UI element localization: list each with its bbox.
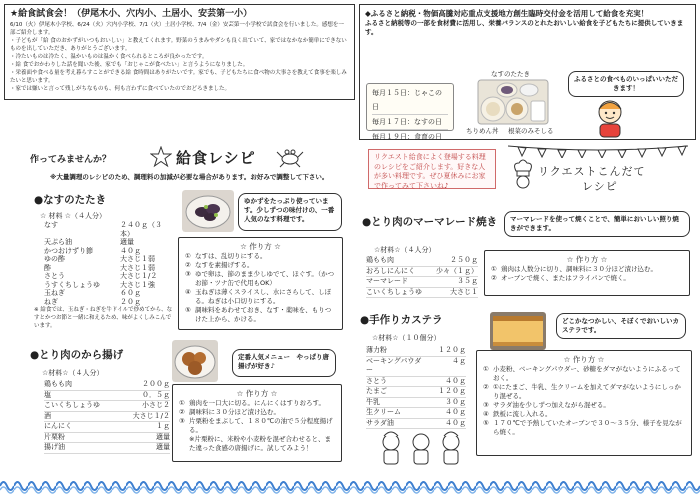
castella-ingredients <box>366 346 466 429</box>
step: ① 鶏肉は人数分に切り、調味料に３０分ほど漬け込む。 <box>491 265 657 273</box>
karaage-steps-label: ☆ 作り方 ☆ <box>236 389 278 398</box>
step: ④ 玉ねぎは薄くスライスし、水にさらして、しぼる。ねぎは小口切りにする。 <box>185 288 332 305</box>
ingredient-row: 片栗粉 適量 <box>44 433 170 444</box>
step: ① 小麦粉、ベーキングパウダー、砂糖をダマがないようにふるっておく。 <box>483 365 681 382</box>
castella-bubble: どこかなつかしい、そぼくでおいしいカステラです。 <box>556 313 686 339</box>
marmalade-bubble: マーマレードを使って焼くことで、簡単においしい照り焼きができます。 <box>504 211 690 237</box>
grant-days-box <box>366 83 454 141</box>
marmalade-materials-label: ☆材料☆（４人分） <box>374 246 436 254</box>
marmalade-steps-box <box>484 250 690 296</box>
caption-nasu-tataki: なすのたたき <box>491 70 530 78</box>
ingredient-row: さとう ４０ｇ <box>366 377 466 388</box>
ingredient-row: 生クリーム ４０ｇ <box>366 408 466 419</box>
ingredient-row: 牛乳 ３０ｇ <box>366 398 466 409</box>
bunting-decoration <box>508 144 688 158</box>
ingredient-row: 鶏もも肉 ２５０ｇ <box>366 256 478 267</box>
step: ④ 鉄板に流し入れる。 <box>483 410 552 418</box>
castella-title: ●手作りカステラ <box>360 314 443 326</box>
step: ※片栗粉に、米粉や小麦粉を混ぜ合わせると、また違った食感の唐揚げに。試してみよう！ <box>189 435 331 452</box>
meal-tray-photo <box>477 79 549 125</box>
caption-chirimen-don: ちりめん丼 <box>466 127 499 135</box>
cooking-children-illustration <box>376 428 466 468</box>
recipe-title: 給食レシピ <box>176 149 256 167</box>
request-title-2: レシピ <box>582 180 618 193</box>
step: ② 調味料に３０分ほど漬け込む。 <box>179 408 280 416</box>
karaage-photo <box>172 340 218 382</box>
nasu-photo <box>182 190 234 232</box>
karaage-materials-label: ☆材料☆（４人分） <box>42 369 104 377</box>
grant-title: ◆ふるさと納税・物価高騰対応重点支援地方創生臨時交付金を活用して給食を充実！ <box>365 9 649 18</box>
step: ③ ゆで卵は、節のまま少しゆでて、ほぐす。（かつお節・ツナ缶で代用もOK） <box>185 270 335 287</box>
nasu-ingredients <box>44 221 168 306</box>
karaage-steps-box <box>172 384 342 462</box>
day-jako: 毎月１５日：じゃこの日 <box>372 86 448 115</box>
ingredient-row: ゆの酢 大さじ１弱 <box>44 255 155 263</box>
tasting-line: ・子どもが「給 食のおかずがいつもおいしい」と教えてくれます。野菜のうまみやダシも良く出ていて、家ではなかなか簡単にできないものを出していただき、ありがとうございます。 <box>10 38 347 52</box>
marmalade-steps-label: ☆ 作り方 ☆ <box>566 255 608 264</box>
ingredient-row: 鶏もも肉 ２００ｇ <box>44 380 170 391</box>
ingredient-row: ベーキングパウダー ４ｇ <box>366 357 466 377</box>
star-icon <box>150 146 172 168</box>
tasting-line: ・給 食でおかわりした話を聞いた後、家でも「おじゃこが食べたい」と言うようになりました。 <box>10 62 249 68</box>
nasu-note: ※ 給食では、玉ねぎ・ねぎを牛ドイルで炒めてから、なすとかつお節と一緒に和えるため、味がよくしみこんでいます。 <box>34 307 173 329</box>
crab-icon <box>276 146 304 168</box>
nasu-materials-label: ☆ 材料 ☆（４人分） <box>40 212 107 220</box>
step: ② ①にたまご、牛乳、生クリームを加えてダマがないようにしっかり混ぜる。 <box>483 383 681 400</box>
castella-steps-box <box>476 350 692 456</box>
ingredient-row: 玉ねぎ ６０ｇ <box>44 289 141 297</box>
step: ③ 片栗粉をまぶして、１８０℃の油で５分程度揚げる。 <box>179 417 333 434</box>
tasting-line: ・冷たいものは冷たく、温かいものは温かく食べられるところが良かったです。 <box>10 54 208 60</box>
ingredient-row: こいくちしょうゆ 小さじ２ <box>44 401 170 412</box>
tasting-line: ・家では嫌いと言って残しがちなものも、何も言わずに食べていたのでおどろきました。 <box>10 86 231 92</box>
day-nasu: 毎月１７日：なすの日 <box>372 115 448 130</box>
ingredient-row: 酒 大さじ１/２ <box>44 412 170 423</box>
marmalade-ingredients <box>366 256 478 298</box>
ingredient-row: かつおけずり節 ４０ｇ <box>44 246 141 255</box>
ingredient-row: 塩 ０．５ｇ <box>44 391 170 402</box>
nasu-bubble: ゆかずをたっぷり使っています。少しずつの味付けの、一番人気のなす料理です。 <box>238 193 342 231</box>
nasu-steps-box <box>178 237 343 330</box>
day-shokuiku: 毎月１９日：食育の日 <box>372 133 442 141</box>
karaage-bubble: 定番人気メニュー やっぱり唐揚げが好き♪ <box>232 349 336 377</box>
step: ② オーブンで焼く、またはフライパンで焼く。 <box>491 274 630 282</box>
castella-photo <box>490 312 546 350</box>
ingredient-row: サラダ油 ４０ｇ <box>366 419 466 430</box>
step: ① なすは、乱切りにする。 <box>185 252 267 260</box>
child-eating-illustration <box>590 98 630 138</box>
ingredient-row: 揚げ油 適量 <box>44 443 170 454</box>
tasting-report-box <box>4 4 355 100</box>
grant-desc: ふるさと納税等の一部を食材費に活用し、栄養バランスのとれたおいしい給食を子どもたちに提供していきます。 <box>365 19 684 36</box>
marmalade-title: ●とり肉のマーマレード焼き <box>362 216 498 228</box>
chef-hat-icon <box>512 159 534 189</box>
castella-materials-label: ☆材料☆（１０個分） <box>372 334 441 342</box>
karaage-ingredients <box>44 380 170 454</box>
ingredient-row: にんにく １ｇ <box>44 422 170 433</box>
grant-bubble: ふるさとの食べものいっぱいいただきます！ <box>568 71 684 97</box>
step: ⑤ 調味料をあわせておき、なす・薬味を、もりつけた上から、かける。 <box>185 306 332 323</box>
ingredient-row: 薄力粉 １２０ｇ <box>366 346 466 357</box>
step: ⑤ １７０℃で予熱していたオーブンで３０〜３５分、様子を見ながら焼く。 <box>483 419 682 436</box>
step: ① 鶏肉を一口大に切る。にんにくはすりおろす。 <box>179 399 325 407</box>
step: ③ サラダ油を少しずつ加えながら混ぜる。 <box>483 401 610 409</box>
ingredient-row: 酢 大さじ１弱 <box>44 263 155 272</box>
ingredient-row: 天ぷら油 適量 <box>44 238 134 246</box>
nasu-steps-label: ☆ 作り方 ☆ <box>240 242 281 251</box>
tasting-line: ・栄養面や食べる量を考え暮らすことができる給 食時間はありがたいです。家でも、子どもたちに食べ物の大事さを教えて食事を楽しみたいと思います。 <box>10 70 347 84</box>
request-intro: リクエスト給食によく登場する料理のレシピをご紹介します。好きな人が多い料理です。ぜひ夏休みにお家で作ってみて下さいね♪ <box>368 149 496 189</box>
karaage-title: ●とり肉のから揚げ <box>30 349 124 361</box>
bottom-wave-border <box>0 474 700 494</box>
recipe-note: ※大量調理のレシピのため、調理料の加減が必要な場合があります。お好みで調整して下さい。 <box>50 173 329 181</box>
caption-konsai-miso: 根菜のみそしる <box>508 127 554 135</box>
ingredient-row: なす ２４０ｇ（３本） <box>44 221 162 238</box>
ingredient-row: マーマレード ３５ｇ <box>366 277 478 288</box>
ingredient-row: おろしにんにく 少々（１ｇ） <box>366 267 478 278</box>
ingredient-row: ねぎ ２０ｇ <box>44 297 141 306</box>
nasu-title: ●なすのたたき <box>34 194 107 206</box>
request-title-1: リクエストこんだて <box>538 165 646 178</box>
tasting-title: ★給食試食会！（伊尾木小、穴内小、土居小、安芸第一小） <box>10 9 253 19</box>
tasting-line: 6/10（火）伊尾木小学校、6/24（火）穴内小学校、7/1（火）土居小学校、7/4（金）安芸第一小学校で試食会を行いました。感想を一部ご紹介します。 <box>10 22 344 36</box>
step: ② なすを素揚げする。 <box>185 261 254 269</box>
ingredient-row: うすくちしょうゆ 大さじ１強 <box>44 280 155 289</box>
ingredient-row: さとう 大さじ１/２ <box>44 272 158 280</box>
ingredient-row: たまご １２０ｇ <box>366 387 466 398</box>
ingredient-row: こいくちしょうゆ 大さじ１ <box>366 288 478 299</box>
recipe-lead: 作ってみませんか？ <box>30 155 112 165</box>
castella-steps-label: ☆ 作り方 ☆ <box>563 355 605 364</box>
